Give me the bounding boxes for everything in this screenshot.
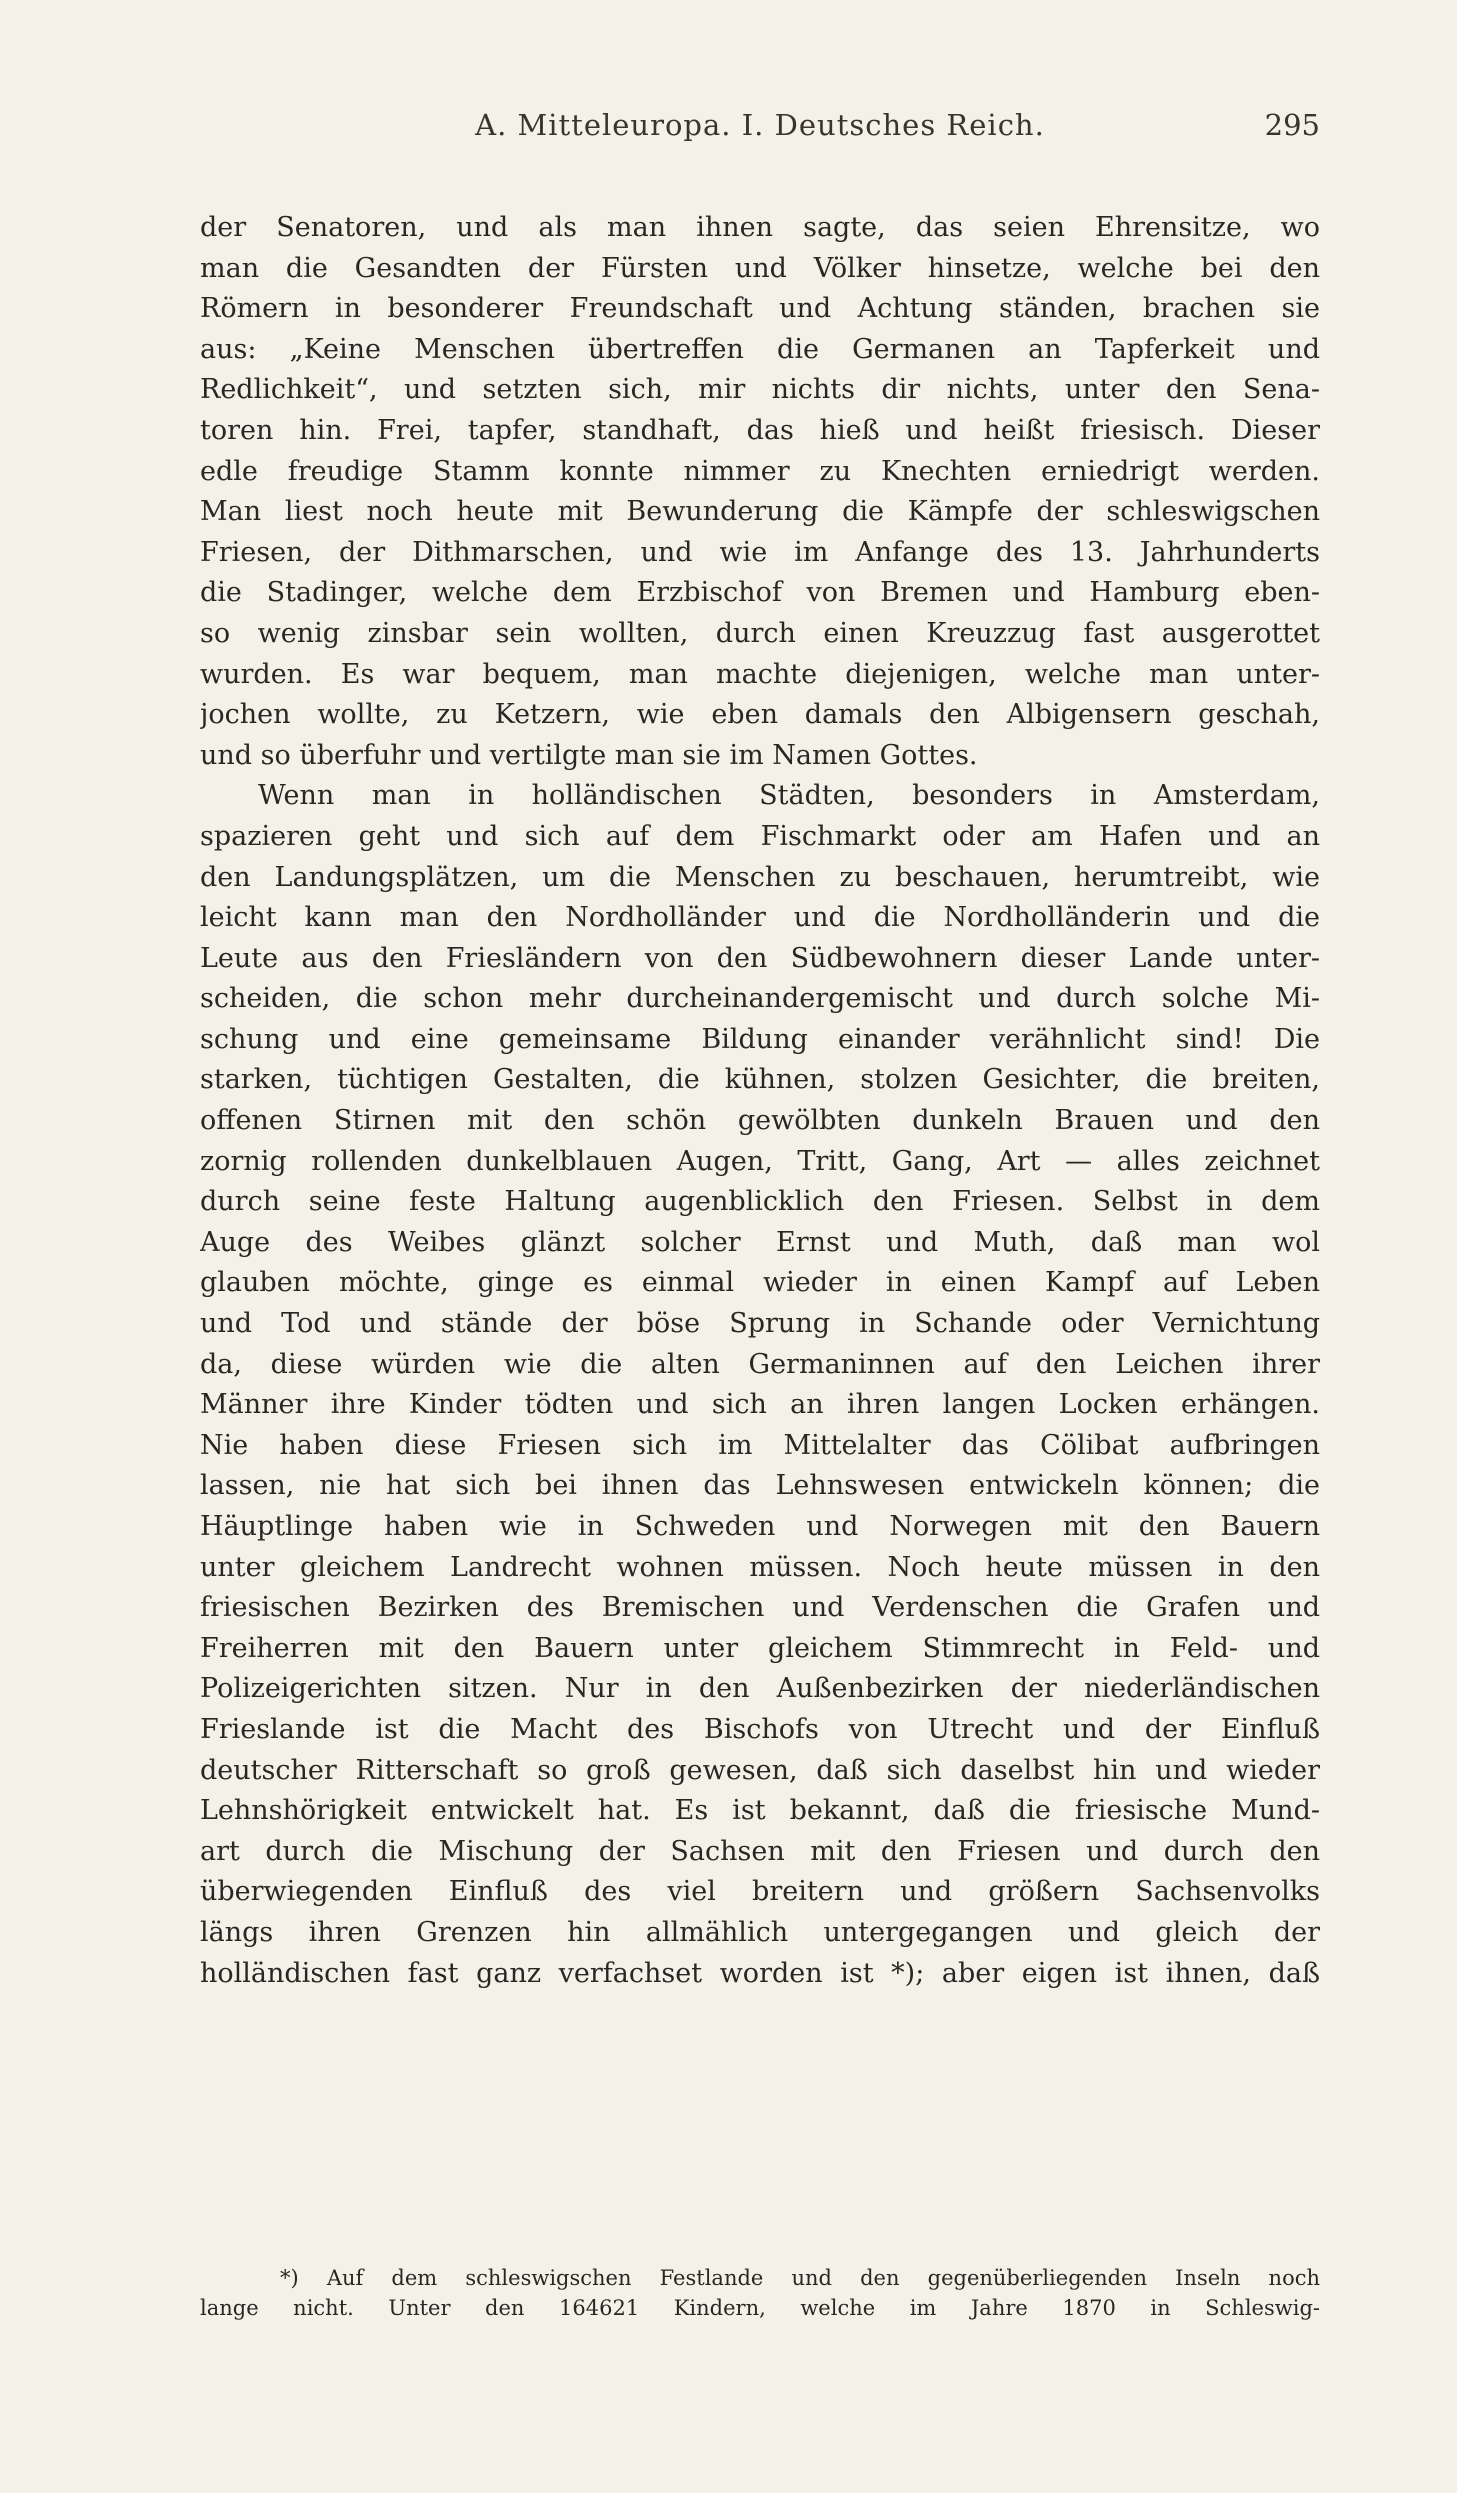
text-line: den Landungsplätzen, um die Menschen zu beschauen, herumtreibt, wie [200, 861, 1320, 893]
text-line: Man liest noch heute mit Bewunderung die Kämpfe der schleswigschen [200, 496, 1320, 528]
running-head [200, 108, 1320, 156]
text-line: Auge des Weibes glänzt solcher Ernst und Muth, daß man wol [200, 1226, 1320, 1258]
footnote-line: lange nicht. Unter den 164621 Kindern, welche im Jahre 1870 in Schleswig- [200, 2296, 1320, 2320]
text-line: durch seine feste Haltung augenblicklich den Friesen. Selbst in dem [200, 1186, 1320, 1218]
text-line: Polizeigerichten sitzen. Nur in den Außenbezirken der niederländischen [200, 1673, 1320, 1705]
text-line: jochen wollte, zu Ketzern, wie eben damals den Albigensern geschah, [200, 699, 1320, 731]
text-line: Redlichkeit“, und setzten sich, mir nichts dir nichts, unter den Sena- [200, 374, 1320, 406]
text-line: starken, tüchtigen Gestalten, die kühnen, stolzen Gesichter, die breiten, [200, 1064, 1320, 1096]
text-line: man die Gesandten der Fürsten und Völker hinsetze, welche bei den [200, 252, 1320, 284]
text-line: Freiherren mit den Bauern unter gleichem Stimmrecht in Feld- und [200, 1632, 1320, 1664]
text-line: der Senatoren, und als man ihnen sagte, das seien Ehrensitze, wo [200, 212, 1320, 243]
text-line: toren hin. Frei, tapfer, standhaft, das hieß und heißt friesisch. Dieser [200, 414, 1320, 446]
text-line: Häuptlinge haben wie in Schweden und Norwegen mit den Bauern [200, 1511, 1320, 1542]
page-number: 295 [1264, 108, 1320, 142]
text-line: wurden. Es war bequem, man machte diejenigen, welche man unter- [200, 658, 1320, 690]
text-line: und Tod und stände der böse Sprung in Schande oder Vernichtung [200, 1308, 1320, 1340]
text-line: aus: „Keine Menschen übertreffen die Germanen an Tapferkeit und [200, 333, 1320, 365]
text-line: art durch die Mischung der Sachsen mit den Friesen und durch den [200, 1835, 1320, 1867]
text-line: offenen Stirnen mit den schön gewölbten dunkeln Brauen und den [200, 1105, 1320, 1137]
text-line: friesischen Bezirken des Bremischen und Verdenschen die Grafen und [200, 1592, 1320, 1624]
text-line: Männer ihre Kinder tödten und sich an ihren langen Locken erhängen. [200, 1389, 1320, 1421]
text-line: und so überfuhr und vertilgte man sie im Namen Gottes. [200, 739, 978, 771]
text-line: lassen, nie hat sich bei ihnen das Lehnswesen entwickeln können; die [200, 1470, 1320, 1502]
body-text [200, 208, 1320, 1994]
text-line: längs ihren Grenzen hin allmählich untergegangen und gleich der [200, 1916, 1320, 1948]
text-line: Friesen, der Dithmarschen, und wie im Anfange des 13. Jahrhunderts [200, 536, 1320, 568]
text-line: so wenig zinsbar sein wollten, durch einen Kreuzzug fast ausgerottet [200, 617, 1320, 649]
text-line: deutscher Ritterschaft so groß gewesen, daß sich daselbst hin und wieder [200, 1754, 1320, 1786]
text-line: Frieslande ist die Macht des Bischofs von Utrecht und der Einfluß [200, 1713, 1320, 1745]
text-line: leicht kann man den Nordholländer und die Nordholländerin und die [200, 902, 1320, 934]
text-line: spazieren geht und sich auf dem Fischmarkt oder am Hafen und an [200, 820, 1320, 852]
footnote-line: *) Auf dem schleswigschen Festlande und den gegenüberliegenden Inseln noch [280, 2266, 1320, 2290]
text-line: edle freudige Stamm konnte nimmer zu Knechten erniedrigt werden. [200, 455, 1320, 487]
footnote [200, 2263, 1320, 2323]
text-line: überwiegenden Einfluß des viel breitern und größern Sachsenvolks [200, 1876, 1320, 1908]
text-line: Nie haben diese Friesen sich im Mittelalter das Cölibat aufbringen [200, 1429, 1320, 1461]
text-line: unter gleichem Landrecht wohnen müssen. Noch heute müssen in den [200, 1551, 1320, 1583]
text-line: da, diese würden wie die alten Germaninnen auf den Leichen ihrer [200, 1348, 1320, 1380]
text-line: holländischen fast ganz verfachset worden ist *); aber eigen ist ihnen, daß [200, 1957, 1320, 1989]
text-line: scheiden, die schon mehr durcheinandergemischt und durch solche Mi- [200, 983, 1320, 1015]
text-line: zornig rollenden dunkelblauen Augen, Tritt, Gang, Art — alles zeichnet [200, 1145, 1320, 1177]
text-line: Römern in besonderer Freundschaft und Achtung ständen, brachen sie [200, 293, 1320, 325]
text-line: Lehnshörigkeit entwickelt hat. Es ist bekannt, daß die friesische Mund- [200, 1795, 1320, 1827]
text-line: Leute aus den Friesländern von den Südbewohnern dieser Lande unter- [200, 942, 1320, 974]
text-line: Wenn man in holländischen Städten, besonders in Amsterdam, [258, 780, 1320, 812]
text-line: glauben möchte, ginge es einmal wieder in einen Kampf auf Leben [200, 1267, 1320, 1299]
text-line: schung und eine gemeinsame Bildung einander verähnlicht sind! Die [200, 1023, 1320, 1055]
text-line: die Stadinger, welche dem Erzbischof von Bremen und Hamburg eben- [200, 577, 1320, 609]
running-title: A. Mitteleuropa. I. Deutsches Reich. [475, 108, 1045, 142]
